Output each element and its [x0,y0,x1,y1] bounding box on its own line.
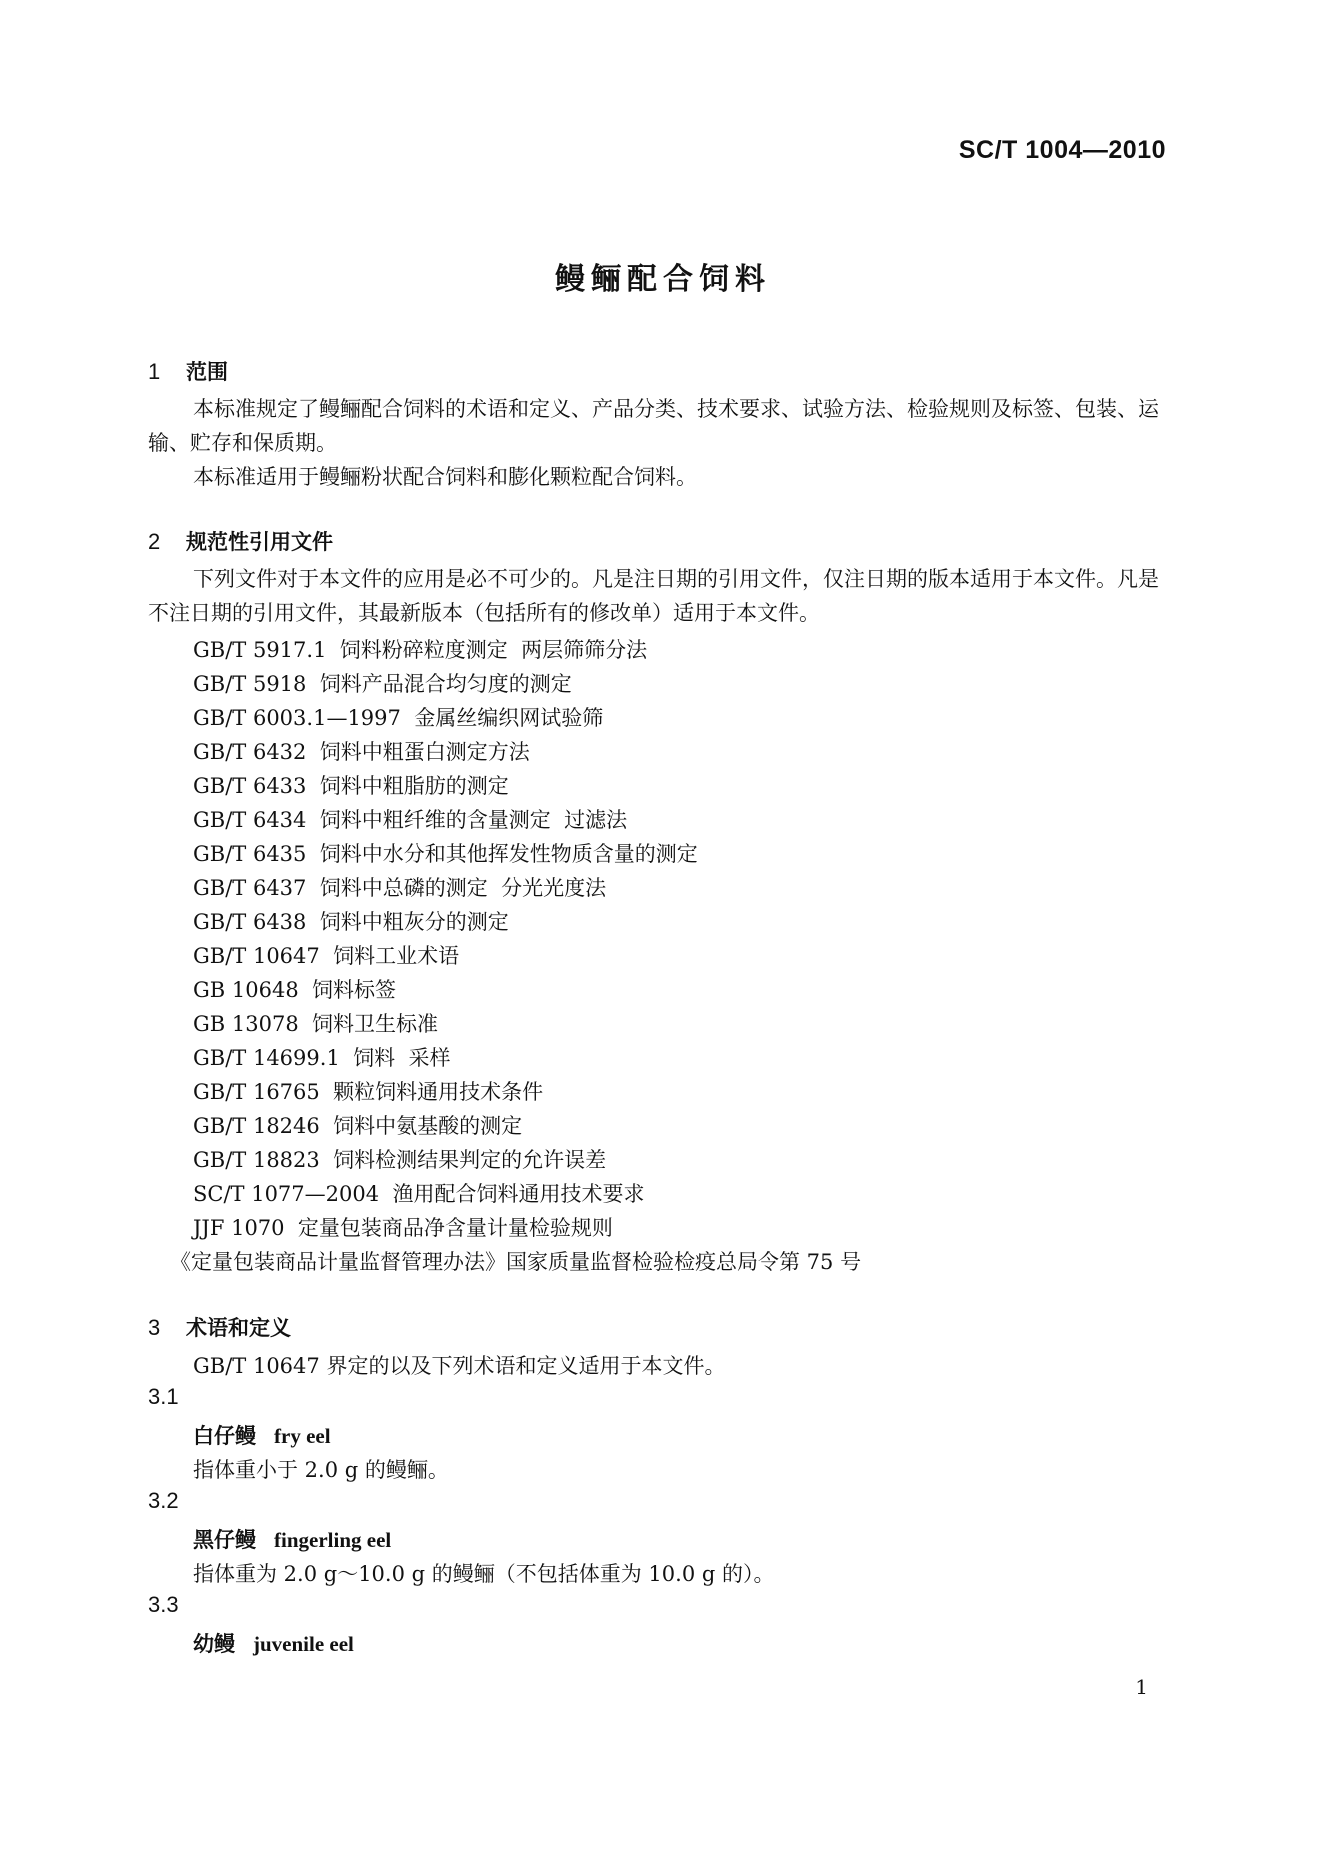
term-number: 3.2 [148,1488,179,1513]
term-definition: 指体重为 2.0 g～10.0 g 的鳗鲡（不包括体重为 10.0 g 的）。 [193,1562,775,1586]
reference-item: GB/T 18246 饲料中氨基酸的测定 [193,1114,523,1138]
reference-item: GB/T 18823 饲料检测结果判定的允许误差 [193,1148,607,1172]
page-number: 1 [1135,1675,1148,1699]
section-heading-normative-references [148,526,333,556]
section-title: 范围 [186,360,228,384]
reference-item: SC/T 1077—2004 渔用配合饲料通用技术要求 [193,1182,645,1206]
scope-paragraph-1: 本标准规定了鳗鲡配合饲料的术语和定义、产品分类、技术要求、试验方法、检验规则及标签、包装、运输、贮存和保质期。 [148,397,1159,455]
term-name [193,1628,354,1658]
reference-item: GB/T 6432 饲料中粗蛋白测定方法 [193,740,530,764]
term-number: 3.1 [148,1384,179,1409]
reference-item: GB 10648 饲料标签 [193,978,397,1002]
reference-item: 《定量包装商品计量监督管理办法》国家质量监督检验检疫总局令第 75 号 [170,1250,862,1274]
references-intro: 下列文件对于本文件的应用是必不可少的。凡是注日期的引用文件，仅注日期的版本适用于本文件。凡是不注日期的引用文件，其最新版本（包括所有的修改单）适用于本文件。 [148,567,1159,625]
term-chinese: 黑仔鳗 [193,1528,256,1552]
reference-item: GB/T 6437 饲料中总磷的测定 分光光度法 [193,876,607,900]
section-title: 术语和定义 [186,1316,291,1340]
term-number: 3.3 [148,1592,179,1617]
reference-item: JJF 1070 定量包装商品净含量计量检验规则 [193,1216,613,1240]
reference-item: GB/T 6434 饲料中粗纤维的含量测定 过滤法 [193,808,628,832]
reference-item: GB/T 5917.1 饲料粉碎粒度测定 两层筛筛分法 [193,638,648,662]
section-number: 1 [148,359,161,384]
scope-paragraph-2: 本标准适用于鳗鲡粉状配合饲料和膨化颗粒配合饲料。 [193,465,697,489]
section-number: 3 [148,1315,161,1340]
section-heading-scope [148,356,228,386]
reference-item: GB 13078 饲料卫生标准 [193,1012,439,1036]
section-title: 规范性引用文件 [186,530,333,554]
reference-item: GB/T 16765 颗粒饲料通用技术条件 [193,1080,544,1104]
standard-number: SC/T 1004—2010 [958,136,1166,164]
section-number: 2 [148,529,161,554]
term-chinese: 白仔鳗 [193,1424,256,1448]
term-english: fingerling eel [274,1528,392,1552]
reference-item: GB/T 6003.1—1997 金属丝编织网试验筛 [193,706,604,730]
reference-item: GB/T 5918 饲料产品混合均匀度的测定 [193,672,572,696]
reference-item: GB/T 10647 饲料工业术语 [193,944,460,968]
term-chinese: 幼鳗 [193,1632,235,1656]
reference-item: GB/T 6438 饲料中粗灰分的测定 [193,910,509,934]
reference-item: GB/T 6435 饲料中水分和其他挥发性物质含量的测定 [193,842,698,866]
term-name [193,1524,391,1554]
reference-item: GB/T 14699.1 饲料 采样 [193,1046,451,1070]
document-title: 鳗鲡配合饲料 [555,262,771,297]
term-english: juvenile eel [253,1632,354,1656]
reference-item: GB/T 6433 饲料中粗脂肪的测定 [193,774,509,798]
term-definition: 指体重小于 2.0 g 的鳗鲡。 [193,1458,449,1482]
terms-intro: GB/T 10647 界定的以及下列术语和定义适用于本文件。 [193,1354,726,1378]
section-heading-terms [148,1312,291,1342]
term-name [193,1420,331,1450]
term-english: fry eel [274,1424,331,1448]
